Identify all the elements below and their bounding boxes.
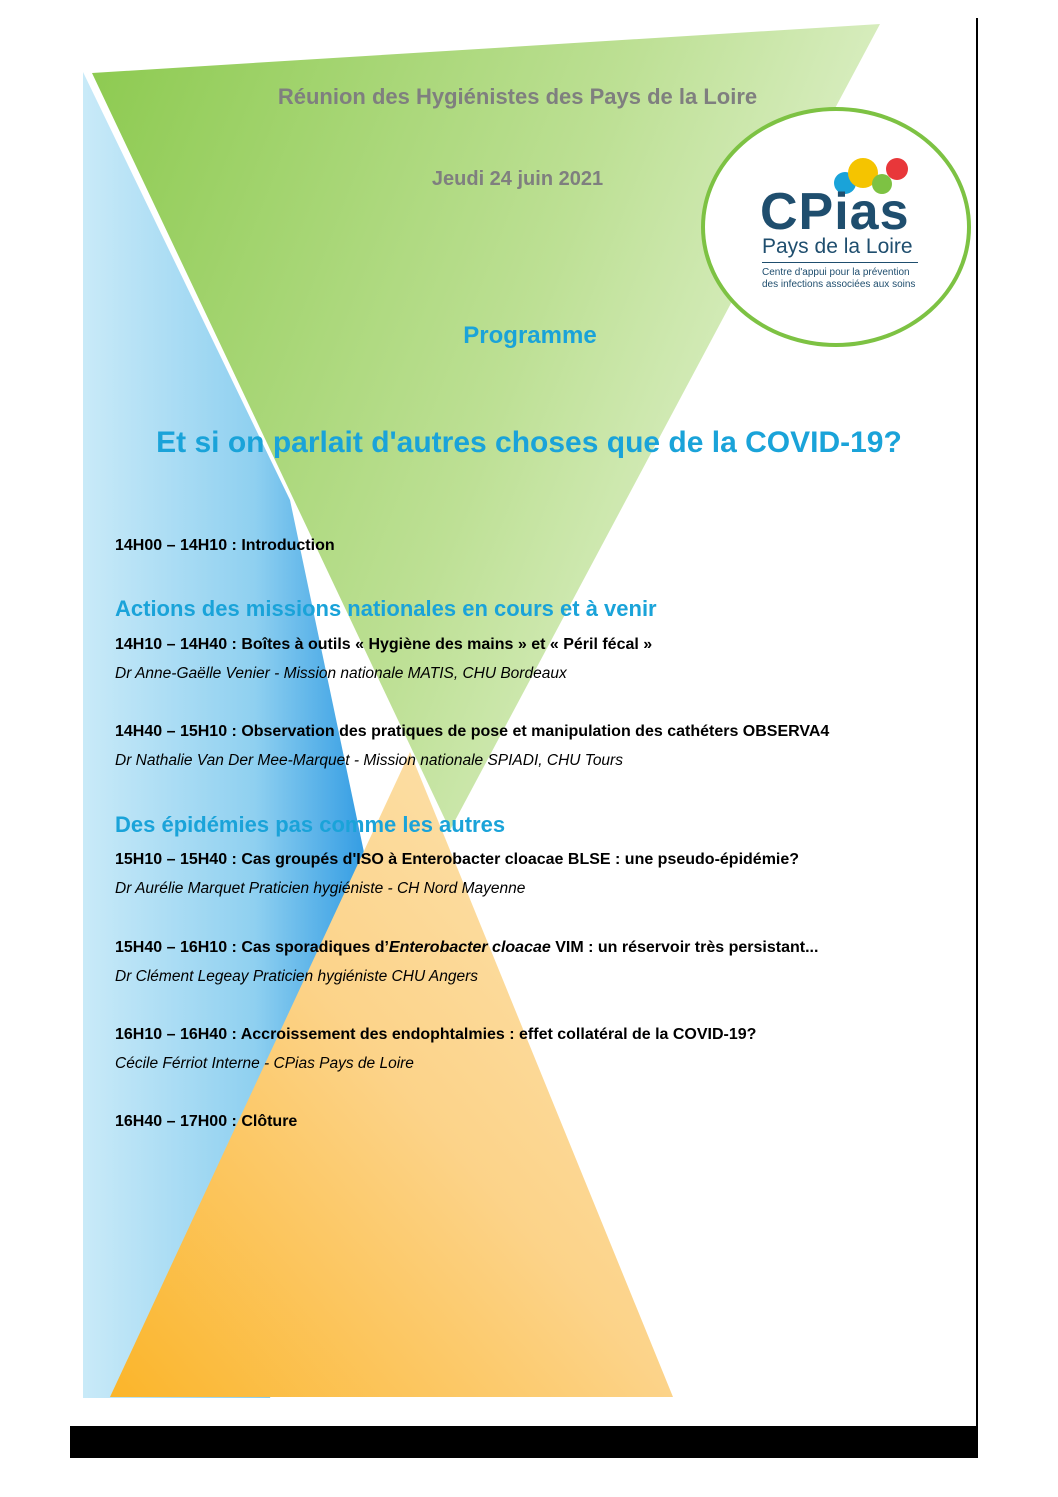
section-heading-epidemics: Des épidémies pas comme les autres	[115, 812, 506, 837]
session-intro: 14H00 – 14H10 : Introduction	[115, 537, 335, 554]
section-heading-missions: Actions des missions nationales en cours et à venir	[115, 596, 657, 621]
session-iso-clusters-speaker: Dr Aurélie Marquet Praticien hygiéniste - CH Nord Mayenne	[115, 880, 526, 897]
logo-region: Pays de la Loire	[762, 235, 913, 258]
logo-wordmark: CPias	[760, 183, 910, 241]
event-title: Réunion des Hygiénistes des Pays de la Loire	[277, 84, 758, 109]
session-vim-reservoir-speaker: Dr Clément Legeay Praticien hygiéniste CHU Angers	[115, 968, 478, 985]
footer-bar	[70, 1426, 978, 1458]
session-vim-reservoir: 15H40 – 16H10 : Cas sporadiques d’Enterobacter cloacae VIM : un réservoir très persistant...	[115, 939, 819, 956]
programme-label: Programme	[463, 322, 597, 349]
main-title: Et si on parlait d'autres choses que de la COVID-19?	[156, 426, 902, 459]
session-iso-clusters: 15H10 – 15H40 : Cas groupés d'ISO à Enterobacter cloacae BLSE : une pseudo-épidémie?	[115, 851, 800, 868]
session-observa4: 14H40 – 15H10 : Observation des pratiques de pose et manipulation des cathéters OBSERVA4	[115, 723, 830, 740]
session-endophthalmitis: 16H10 – 16H40 : Accroissement des endophtalmies : effet collatéral de la COVID-19?	[115, 1026, 757, 1043]
logo-tagline: Centre d'appui pour la prévention des infections associées aux soins	[762, 267, 916, 290]
session-toolboxes: 14H10 – 14H40 : Boîtes à outils « Hygiène des mains » et « Péril fécal »	[115, 636, 653, 653]
session-endophthalmitis-speaker: Cécile Férriot Interne - CPias Pays de Loire	[115, 1055, 414, 1072]
right-border-rule	[976, 18, 978, 1458]
session-observa4-speaker: Dr Nathalie Van Der Mee-Marquet - Mission nationale SPIADI, CHU Tours	[115, 752, 623, 769]
logo-divider	[762, 262, 918, 263]
event-date: Jeudi 24 juin 2021	[431, 168, 604, 190]
session-toolboxes-speaker: Dr Anne-Gaëlle Venier - Mission nationale MATIS, CHU Bordeaux	[115, 665, 567, 682]
session-closing: 16H40 – 17H00 : Clôture	[115, 1113, 298, 1130]
logo-dot-red-icon	[886, 158, 908, 180]
